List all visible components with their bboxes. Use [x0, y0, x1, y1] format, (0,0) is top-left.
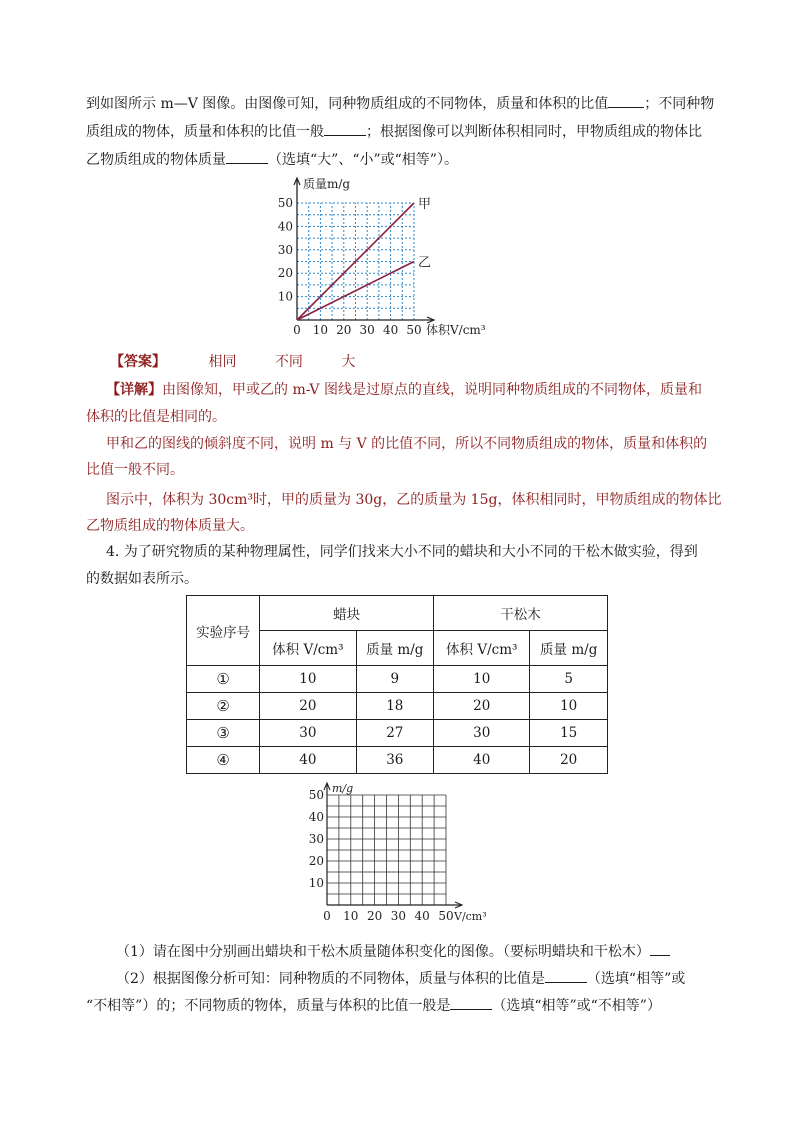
cell: 20: [260, 693, 356, 720]
y-axis-label: 质量m/g: [303, 177, 351, 191]
answer-blank[interactable]: [226, 149, 268, 164]
y-tick-label: 20: [277, 266, 293, 281]
table-subheader: 质量 m/g: [530, 631, 608, 666]
row-id: ①: [187, 666, 260, 693]
question-4-line-1: 4. 为了研究物质的某种物理属性，同学们找来大小不同的蜡块和大小不同的干松木做实验，得到: [106, 544, 698, 560]
answer-blank[interactable]: [324, 121, 366, 136]
x-tick-label: 40: [414, 909, 430, 923]
x-axis-label: 体积V/cm³: [426, 323, 486, 337]
y-axis-label: m/g: [332, 782, 354, 795]
subquestion-2-line-2: “不相等”）的；不同物质的物体，质量与体积的比值一般是 （选填“相等”或“不相等”）: [86, 995, 716, 1017]
cell: 20: [434, 693, 530, 720]
table-subheader: 体积 V/cm³: [260, 631, 356, 666]
cell: 10: [434, 666, 530, 693]
cell: 10: [530, 693, 608, 720]
blank-grid-chart[interactable]: [300, 780, 500, 930]
x-tick-label: 30: [359, 323, 375, 337]
y-tick-label: 30: [308, 832, 324, 846]
table-subheader: 体积 V/cm³: [434, 631, 530, 666]
x-tick-label: 20: [336, 323, 352, 337]
detail-line-5: 图示中，体积为 30cm³时，甲的质量为 30g，乙的质量为 15g，体积相同时，甲物质组成的物体比: [106, 492, 722, 508]
x-tick-label: 20: [366, 909, 383, 923]
y-tick-label: 10: [308, 876, 324, 890]
x-tick-label: 0: [323, 909, 331, 923]
answer-label: 【答案】: [110, 354, 166, 370]
answer-item-3: 大: [341, 354, 356, 370]
answer-blank[interactable]: [450, 995, 492, 1010]
row-id: ③: [187, 720, 260, 747]
table-group-wax: 蜡块: [260, 596, 434, 631]
detail-line-3: 甲和乙的图线的倾斜度不同，说明 m 与 V 的比值不同，所以不同物质组成的物体，质量和体积的: [106, 436, 708, 452]
cell: 15: [530, 720, 608, 747]
y-tick-label: 20: [308, 854, 324, 868]
detail-label: 【详解】: [106, 382, 162, 398]
series-label: 乙: [418, 255, 432, 271]
y-tick-label: 10: [277, 289, 293, 304]
subquestion-2-line-1: （2）根据图像分析可知：同种物质的不同物体，质量与体积的比值是 （选填“相等”或: [116, 968, 746, 990]
mass-volume-chart-1: [275, 170, 505, 345]
cell: 40: [434, 747, 530, 774]
x-tick-label: 50: [438, 909, 454, 923]
x-tick-label: 10: [343, 909, 359, 923]
table-subheader: 质量 m/g: [356, 631, 434, 666]
table-row: [187, 720, 608, 747]
question-3-line-3: 乙物质组成的物体质量 （选填“大”、“小”或“相等”）。: [86, 149, 716, 171]
table-corner: 实验序号: [187, 596, 260, 666]
answer-line: [110, 352, 740, 373]
row-id: ④: [187, 747, 260, 774]
y-tick-label: 40: [277, 219, 293, 234]
table-group-pine: 干松木: [434, 596, 608, 631]
detail-line-1: 【详解】由图像知，甲或乙的 m-V 图线是过原点的直线，说明同种物质组成的不同物体，质量和: [106, 382, 702, 398]
cell: 9: [356, 666, 434, 693]
table-row: [187, 693, 608, 720]
question-4-line-2: 的数据如表所示。: [86, 571, 198, 587]
answer-item-1: 相同: [208, 354, 237, 370]
subquestion-1: （1）请在图中分别画出蜡块和干松木质量随体积变化的图像。（要标明蜡块和干松木）: [116, 941, 746, 963]
x-tick-label: 0: [293, 323, 301, 337]
detail-line-6: 乙物质组成的物体质量大。: [86, 518, 254, 534]
x-tick-label: 30: [390, 909, 407, 923]
y-tick-label: 50: [308, 788, 324, 802]
cell: 30: [260, 720, 356, 747]
y-tick-label: 50: [277, 196, 293, 210]
x-tick-label: 10: [312, 323, 329, 337]
cell: 27: [356, 720, 434, 747]
table-row: [187, 747, 608, 774]
y-tick-label: 30: [277, 242, 293, 257]
cell: 36: [356, 747, 434, 774]
cell: 20: [530, 747, 608, 774]
x-axis-label: V/cm³: [454, 910, 487, 923]
cell: 10: [260, 666, 356, 693]
cell: 18: [356, 693, 434, 720]
question-3-line-2: 质组成的物体，质量和体积的比值一般 ；根据图像可以判断体积相同时，甲物质组成的物体比: [86, 121, 716, 143]
cell: 40: [260, 747, 356, 774]
y-tick-label: 40: [308, 810, 324, 824]
detail-line-2: 体积的比值是相同的。: [86, 409, 226, 425]
answer-blank[interactable]: [608, 93, 644, 108]
cell: 30: [434, 720, 530, 747]
data-table: [186, 595, 608, 774]
answer-blank[interactable]: [650, 941, 670, 956]
x-tick-label: 40: [382, 323, 399, 337]
x-tick-label: 50: [406, 323, 422, 337]
detail-line-4: 比值一般不同。: [86, 462, 184, 478]
series-label: 甲: [418, 197, 432, 212]
answer-item-2: 不同: [274, 354, 303, 370]
row-id: ②: [187, 693, 260, 720]
table-row: [187, 666, 608, 693]
answer-blank[interactable]: [545, 968, 587, 983]
question-3-line-1: 到如图所示 m—V 图像。由图像可知，同种物质组成的不同物体，质量和体积的比值 ；不同种物: [86, 93, 716, 115]
cell: 5: [530, 666, 608, 693]
